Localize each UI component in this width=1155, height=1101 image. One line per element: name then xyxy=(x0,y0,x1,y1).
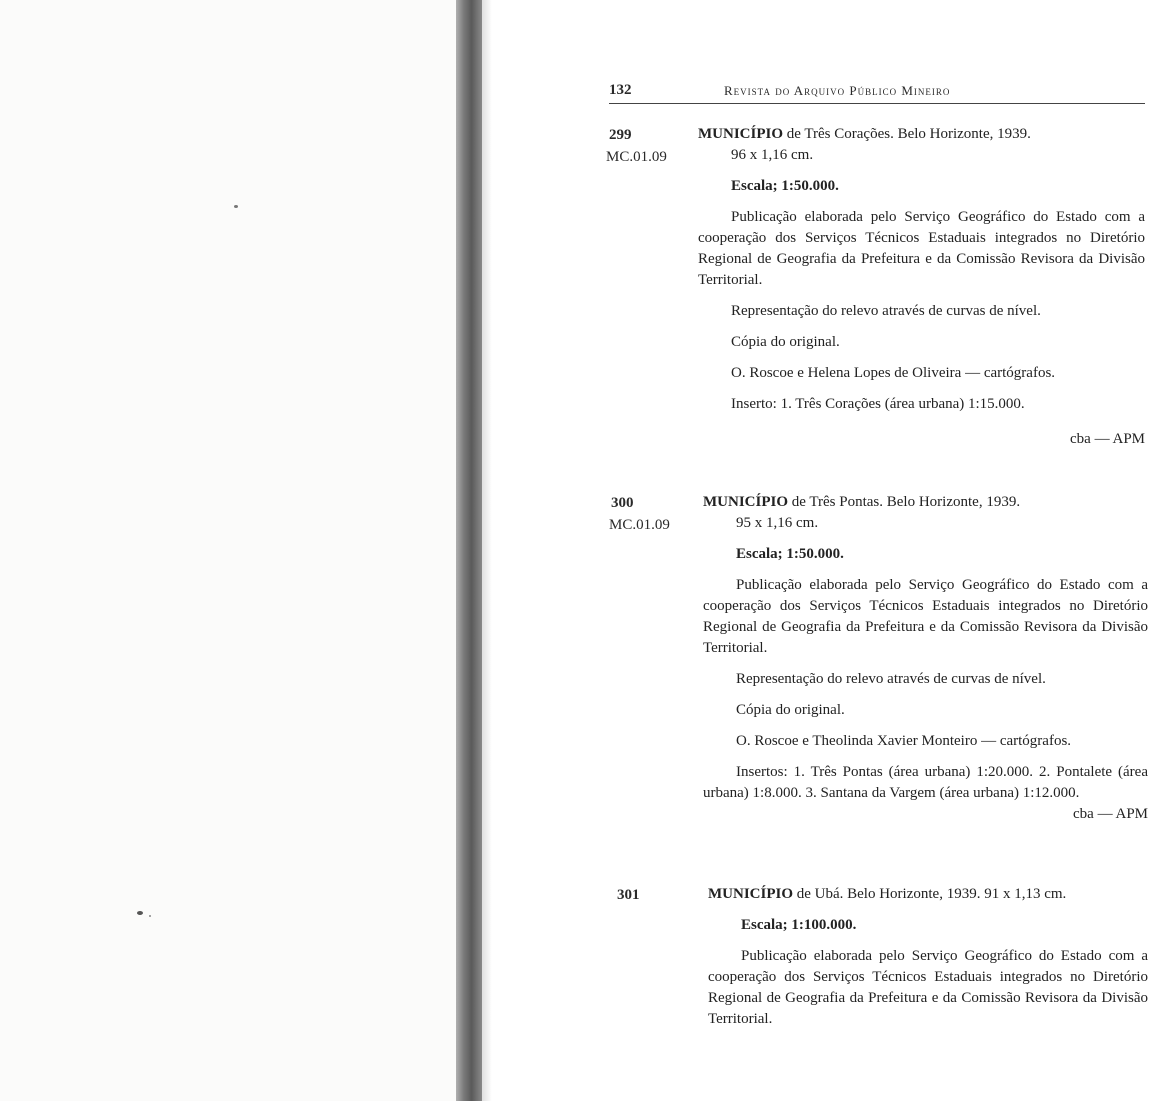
entry-title xyxy=(703,492,1148,513)
entry-title xyxy=(708,884,1148,905)
title-rest: de Três Corações. Belo Horizonte, 1939. xyxy=(783,126,1031,142)
municipio-label: MUNICÍPIO xyxy=(703,494,788,510)
entry-cartografos: O. Roscoe e Helena Lopes de Oliveira — cartógrafos. xyxy=(731,365,1056,381)
entry-representacao: Representação do relevo através de curvas de nível. xyxy=(736,671,1046,687)
left-page-blank xyxy=(0,0,456,1101)
spine-shadow xyxy=(482,0,492,1101)
entry-code: MC.01.09 xyxy=(609,517,670,533)
entry-inserto: Insertos: 1. Três Pontas (área urbana) 1:20.000. 2. Pontalete (área urbana) 1:8.000. 3. Santana da Vargem (área urbana) 1:12.000. xyxy=(703,764,1148,801)
entry-signature: cba — APM xyxy=(1073,806,1148,822)
municipio-label: MUNICÍPIO xyxy=(698,126,783,142)
entry-number: 300 xyxy=(611,495,634,511)
entry-301 xyxy=(708,884,1148,1030)
entry-dimensions: 96 x 1,16 cm. xyxy=(731,147,814,163)
entry-escala: Escala; 1:50.000. xyxy=(736,546,844,562)
page-number: 132 xyxy=(609,82,632,98)
entry-publicacao: Publicação elaborada pelo Serviço Geográfico do Estado com a cooperação dos Serviços Técnicos Estaduais integrados no Diretório Regional de Geografia da Prefeitura e da Comissão Revisora da Divisão Territorial. xyxy=(708,948,1148,1027)
header-rule xyxy=(609,103,1145,104)
entry-code: MC.01.09 xyxy=(606,149,667,165)
entry-cartografos: O. Roscoe e Theolinda Xavier Monteiro — cartógrafos. xyxy=(736,733,1072,749)
entry-signature: cba — APM xyxy=(1070,431,1145,447)
municipio-label: MUNICÍPIO xyxy=(708,886,793,902)
entry-escala: Escala; 1:50.000. xyxy=(731,178,839,194)
entry-publicacao: Publicação elaborada pelo Serviço Geográfico do Estado com a cooperação dos Serviços Técnicos Estaduais integrados no Diretório Regional de Geografia da Prefeitura e da Comissão Revisora da Divisão Territorial. xyxy=(703,577,1148,656)
running-title: Revista do Arquivo Público Mineiro xyxy=(724,83,951,98)
entry-title xyxy=(698,124,1145,145)
page-header xyxy=(609,82,1144,102)
entry-number: 299 xyxy=(609,127,632,143)
entry-299 xyxy=(698,124,1145,450)
entry-dimensions: 95 x 1,16 cm. xyxy=(736,515,819,531)
title-rest: de Ubá. Belo Horizonte, 1939. 91 x 1,13 cm. xyxy=(793,886,1067,902)
entry-copia: Cópia do original. xyxy=(731,334,840,350)
entry-escala: Escala; 1:100.000. xyxy=(741,917,857,933)
entry-publicacao: Publicação elaborada pelo Serviço Geográfico do Estado com a cooperação dos Serviços Técnicos Estaduais integrados no Diretório Regional de Geografia da Prefeitura e da Comissão Revisora da Divisão Territorial. xyxy=(698,209,1145,288)
entry-number: 301 xyxy=(617,887,640,903)
entry-copia: Cópia do original. xyxy=(736,702,845,718)
book-spine xyxy=(456,0,482,1101)
entry-representacao: Representação do relevo através de curvas de nível. xyxy=(731,303,1041,319)
paper-speck xyxy=(137,911,143,915)
title-rest: de Três Pontas. Belo Horizonte, 1939. xyxy=(788,494,1021,510)
entry-inserto: Inserto: 1. Três Corações (área urbana) 1:15.000. xyxy=(731,396,1025,412)
paper-speck xyxy=(149,915,151,917)
paper-speck xyxy=(234,205,238,208)
entry-300 xyxy=(703,492,1148,825)
